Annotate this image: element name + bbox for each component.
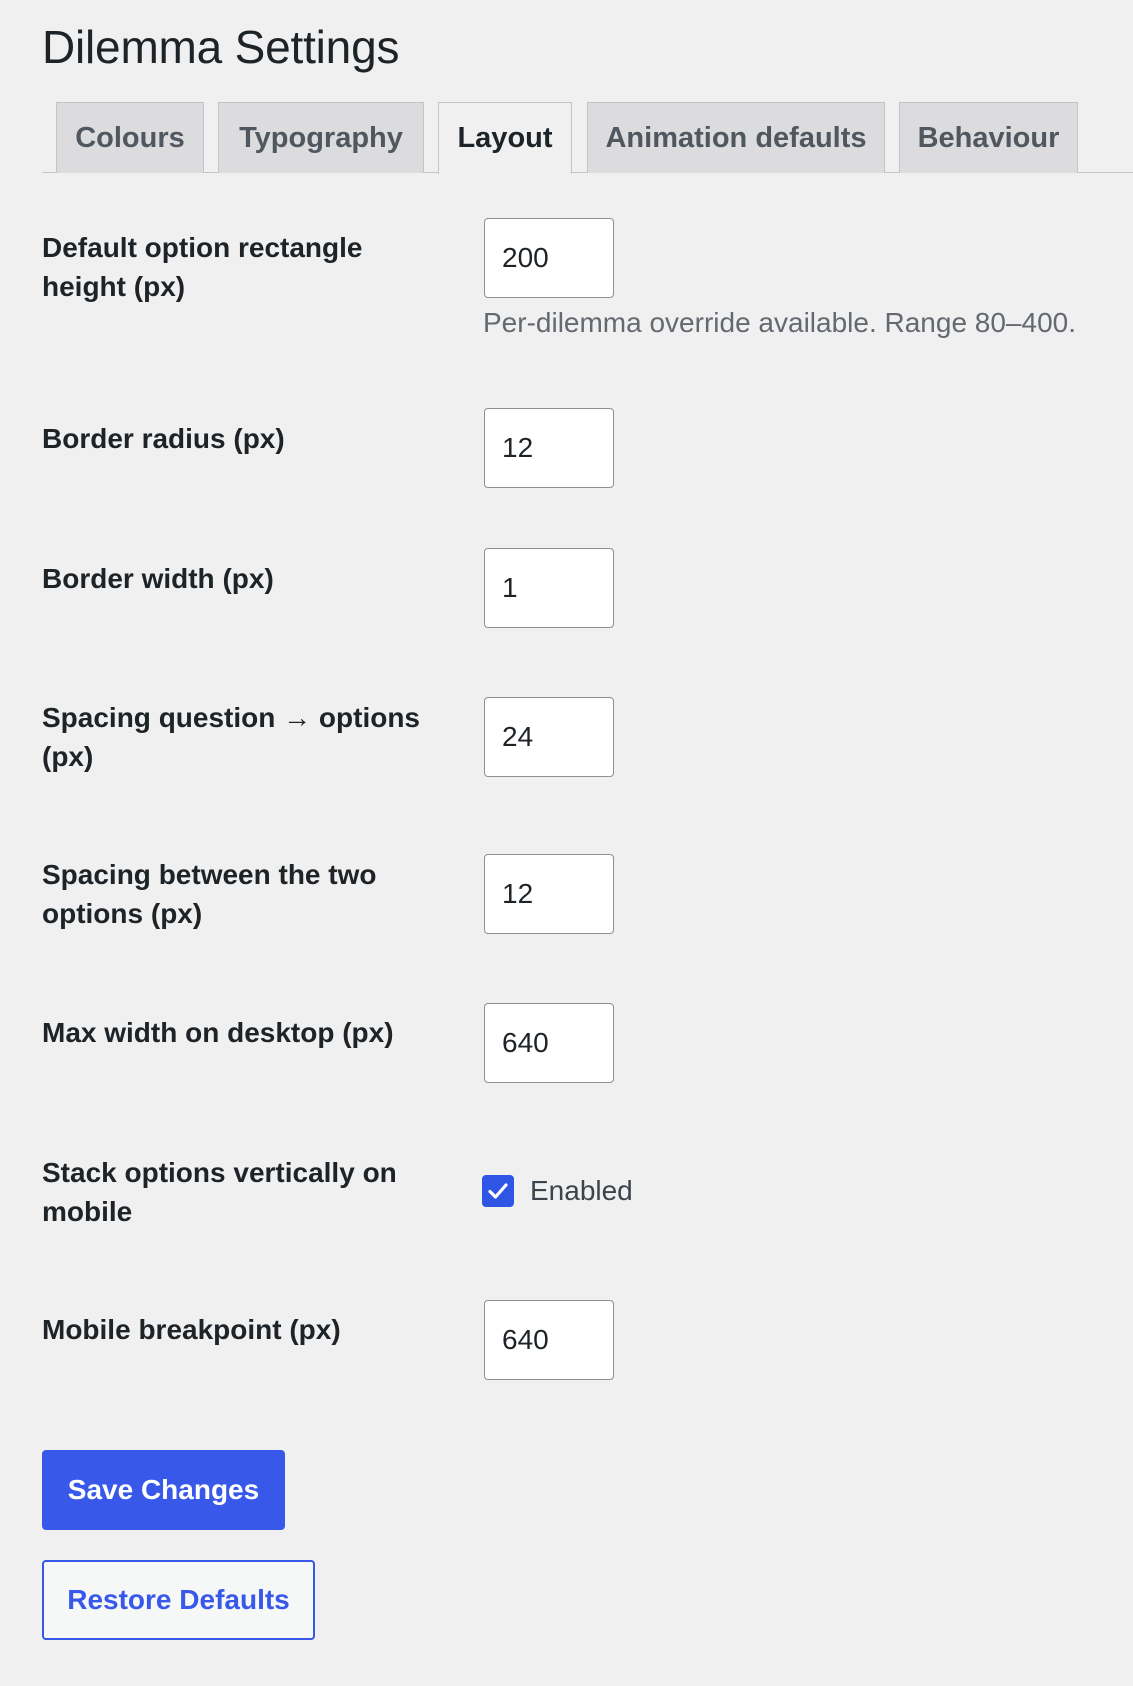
tab-behaviour[interactable]: Behaviour [899, 102, 1078, 173]
max-width-input[interactable] [484, 1003, 614, 1083]
page-title: Dilemma Settings [42, 21, 400, 73]
tab-layout[interactable]: Layout [438, 102, 572, 174]
spacing-question-input[interactable] [484, 697, 614, 777]
max-width-label: Max width on desktop (px) [42, 1017, 394, 1048]
border-radius-input[interactable] [484, 408, 614, 488]
option-height-input[interactable] [484, 218, 614, 298]
border-width-label: Border width (px) [42, 563, 274, 594]
mobile-breakpoint-label: Mobile breakpoint (px) [42, 1314, 341, 1345]
tab-animation-defaults[interactable]: Animation defaults [587, 102, 885, 173]
checkmark-icon [486, 1179, 510, 1203]
border-radius-label: Border radius (px) [42, 423, 285, 454]
tab-colours[interactable]: Colours [56, 102, 204, 173]
restore-defaults-button[interactable]: Restore Defaults [42, 1560, 315, 1640]
option-height-description: Per-dilemma override available. Range 80–400. [483, 307, 1077, 338]
spacing-options-input[interactable] [484, 854, 614, 934]
stack-mobile-label: Stack options vertically on mobile [42, 1157, 397, 1227]
mobile-breakpoint-input[interactable] [484, 1300, 614, 1380]
spacing-question-label: Spacing question → options (px) [42, 702, 420, 772]
stack-mobile-checkbox[interactable] [482, 1175, 514, 1207]
save-changes-button[interactable]: Save Changes [42, 1450, 285, 1530]
option-height-label: Default option rectangle height (px) [42, 232, 363, 302]
border-width-input[interactable] [484, 548, 614, 628]
spacing-options-label: Spacing between the two options (px) [42, 859, 377, 929]
stack-mobile-checkbox-label[interactable]: Enabled [530, 1175, 633, 1206]
tab-typography[interactable]: Typography [218, 102, 424, 173]
